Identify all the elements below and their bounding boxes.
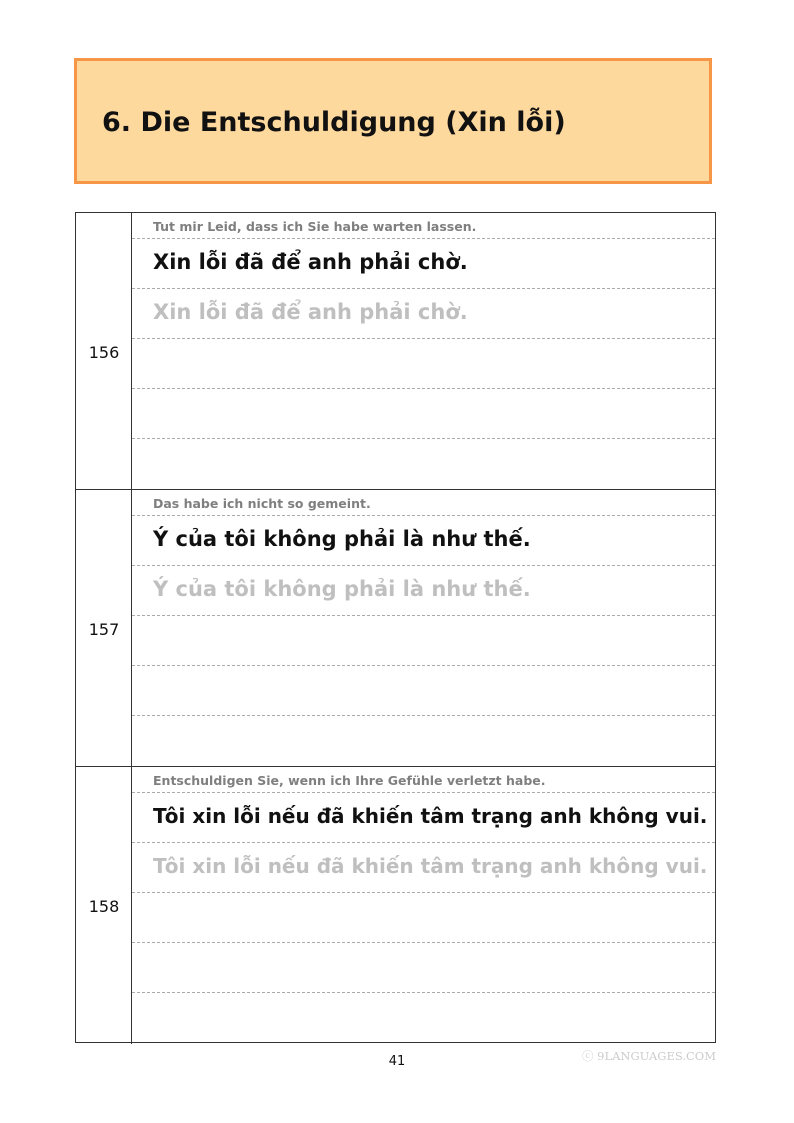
chapter-header	[74, 58, 712, 184]
trace-row	[132, 843, 715, 893]
entry-number: 158	[88, 897, 120, 916]
german-sentence: Tut mir Leid, dass ich Sie habe warten lassen.	[153, 219, 477, 234]
german-sentence: Das habe ich nicht so gemeint.	[153, 496, 371, 511]
blank-writing-line	[132, 943, 715, 993]
german-row	[132, 767, 715, 793]
entry-number-cell	[76, 490, 132, 766]
blank-writing-line	[132, 389, 715, 439]
entry-number: 156	[88, 343, 120, 362]
vietnamese-sentence: Tôi xin lỗi nếu đã khiến tâm trạng anh không vui.	[153, 804, 708, 828]
blank-writing-line	[132, 666, 715, 716]
vietnamese-row	[132, 239, 715, 289]
phrase-entry-156	[76, 213, 715, 490]
page-number: 41	[388, 1054, 406, 1069]
trace-row	[132, 566, 715, 616]
chapter-title: 6. Die Entschuldigung (Xin lỗi)	[102, 107, 566, 138]
practice-lines	[132, 767, 715, 1044]
phrase-table	[75, 212, 716, 1043]
phrase-entry-157	[76, 490, 715, 767]
vietnamese-sentence: Ý của tôi không phải là như thế.	[153, 527, 531, 551]
copyright-notice: ⓒ 9LANGUAGES.COM	[581, 1049, 716, 1063]
blank-writing-line	[132, 893, 715, 943]
trace-sentence: Ý của tôi không phải là như thế.	[153, 577, 531, 601]
trace-row	[132, 289, 715, 339]
blank-writing-line	[132, 616, 715, 666]
blank-writing-line	[132, 339, 715, 389]
vietnamese-sentence: Xin lỗi đã để anh phải chờ.	[153, 250, 468, 274]
practice-lines	[132, 490, 715, 766]
vietnamese-row	[132, 793, 715, 843]
blank-writing-line	[132, 716, 715, 766]
entry-number-cell	[76, 213, 132, 489]
german-sentence: Entschuldigen Sie, wenn ich Ihre Gefühle verletzt habe.	[153, 773, 546, 788]
german-row	[132, 490, 715, 516]
blank-writing-line	[132, 993, 715, 1043]
phrase-entry-158	[76, 767, 715, 1044]
trace-sentence: Tôi xin lỗi nếu đã khiến tâm trạng anh không vui.	[153, 854, 708, 878]
trace-sentence: Xin lỗi đã để anh phải chờ.	[153, 300, 468, 324]
blank-writing-line	[132, 439, 715, 489]
entry-number: 157	[88, 620, 120, 639]
practice-lines	[132, 213, 715, 489]
entry-number-cell	[76, 767, 132, 1044]
vietnamese-row	[132, 516, 715, 566]
german-row	[132, 213, 715, 239]
